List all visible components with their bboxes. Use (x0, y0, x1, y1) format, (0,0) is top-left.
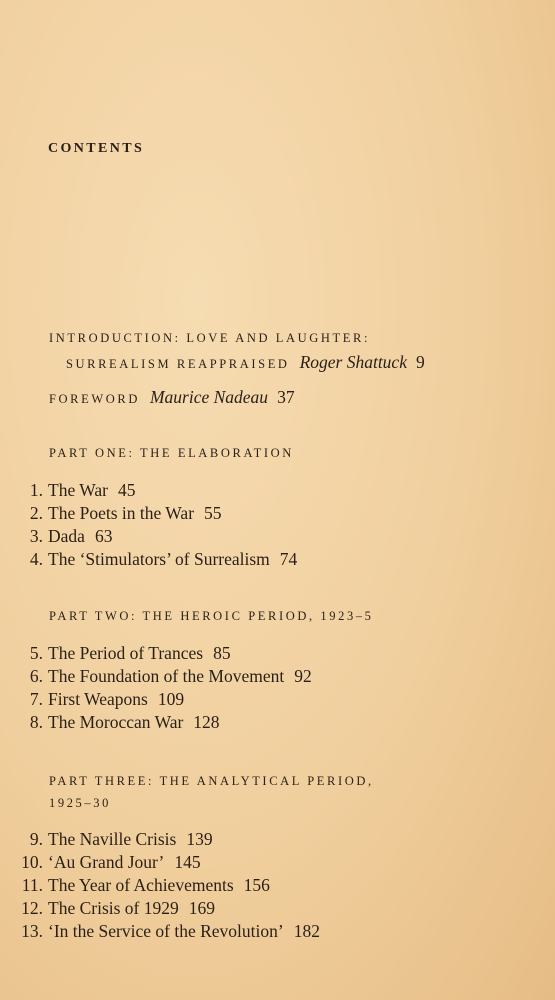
entry-title: The ‘Stimulators’ of Surrealism (48, 549, 270, 569)
entry-number: 1. (29, 480, 43, 500)
foreword-page: 37 (277, 387, 295, 407)
foreword-line (49, 387, 295, 408)
toc-entry (0, 689, 312, 712)
entry-page: 55 (204, 503, 222, 523)
entry-title: The Poets in the War (48, 503, 195, 523)
entry-page: 85 (213, 643, 231, 663)
entry-page: 109 (157, 689, 185, 709)
toc-entry (0, 526, 297, 549)
entry-title: The Crisis of 1929 (48, 898, 179, 918)
toc-entry (0, 921, 320, 944)
entry-page: 92 (294, 666, 312, 686)
toc-entry (0, 712, 312, 735)
entry-number: 7. (29, 689, 43, 709)
toc-entry (0, 875, 320, 898)
toc-entry (0, 503, 297, 526)
foreword-label: FOREWORD (49, 392, 140, 406)
entry-page: 63 (94, 526, 113, 546)
entry-page: 139 (186, 829, 213, 849)
entry-page: 45 (117, 480, 136, 500)
entry-number: 13. (21, 921, 43, 941)
part-two-heading-text: PART TWO: THE HEROIC PERIOD, 1923–5 (49, 609, 374, 623)
entry-title: First Weapons (48, 689, 148, 709)
entry-page: 128 (193, 712, 220, 732)
part-two-heading (49, 609, 374, 624)
toc-entry (0, 829, 320, 852)
part-three-list (0, 829, 320, 944)
entry-number: 5. (29, 643, 43, 663)
entry-title: The Period of Trances (48, 643, 204, 663)
entry-number: 2. (29, 503, 43, 523)
entry-title: The Naville Crisis (48, 829, 177, 849)
entry-title: The Foundation of the Movement (48, 666, 285, 686)
entry-title: ‘Au Grand Jour’ (48, 852, 165, 872)
entry-page: 169 (188, 898, 216, 918)
introduction-author: Roger Shattuck (299, 352, 407, 372)
entry-number: 8. (29, 712, 43, 732)
entry-title: The Moroccan War (48, 712, 184, 732)
part-three-heading-line-2: 1925–30 (49, 796, 111, 810)
introduction-page: 9 (415, 352, 425, 372)
toc-entry (0, 549, 297, 572)
entry-number: 3. (29, 526, 43, 546)
part-one-list (0, 480, 297, 572)
toc-entry (0, 852, 320, 875)
entry-number: 9. (29, 829, 43, 849)
foreword-author: Maurice Nadeau (149, 387, 269, 407)
introduction-line-1: INTRODUCTION: LOVE AND LAUGHTER: (49, 331, 371, 345)
entry-number: 4. (29, 549, 43, 569)
entry-number: 10. (21, 852, 43, 872)
introduction-subtitle: SURREALISM REAPPRAISED (66, 357, 290, 371)
part-one-heading: PART ONE: THE ELABORATION (49, 446, 294, 460)
entry-page: 156 (243, 875, 270, 895)
page-title: CONTENTS (48, 141, 145, 156)
entry-number: 6. (29, 666, 43, 686)
entry-number: 11. (21, 875, 43, 895)
toc-entry (0, 898, 320, 921)
entry-title: The War (48, 480, 108, 500)
entry-title: ‘In the Service of the Revolution’ (48, 921, 284, 941)
toc-entry (0, 666, 312, 689)
entry-page: 74 (279, 549, 298, 569)
toc-entry (0, 643, 312, 666)
toc-entry (0, 480, 297, 503)
introduction-line-2 (66, 352, 425, 373)
part-two-list (0, 643, 312, 735)
part-three-heading-line-1: PART THREE: THE ANALYTICAL PERIOD, (49, 774, 374, 788)
entry-page: 182 (293, 921, 320, 941)
entry-page: 145 (174, 852, 201, 872)
entry-title: Dada (48, 526, 85, 546)
entry-number: 12. (21, 898, 43, 918)
entry-title: The Year of Achievements (48, 875, 234, 895)
